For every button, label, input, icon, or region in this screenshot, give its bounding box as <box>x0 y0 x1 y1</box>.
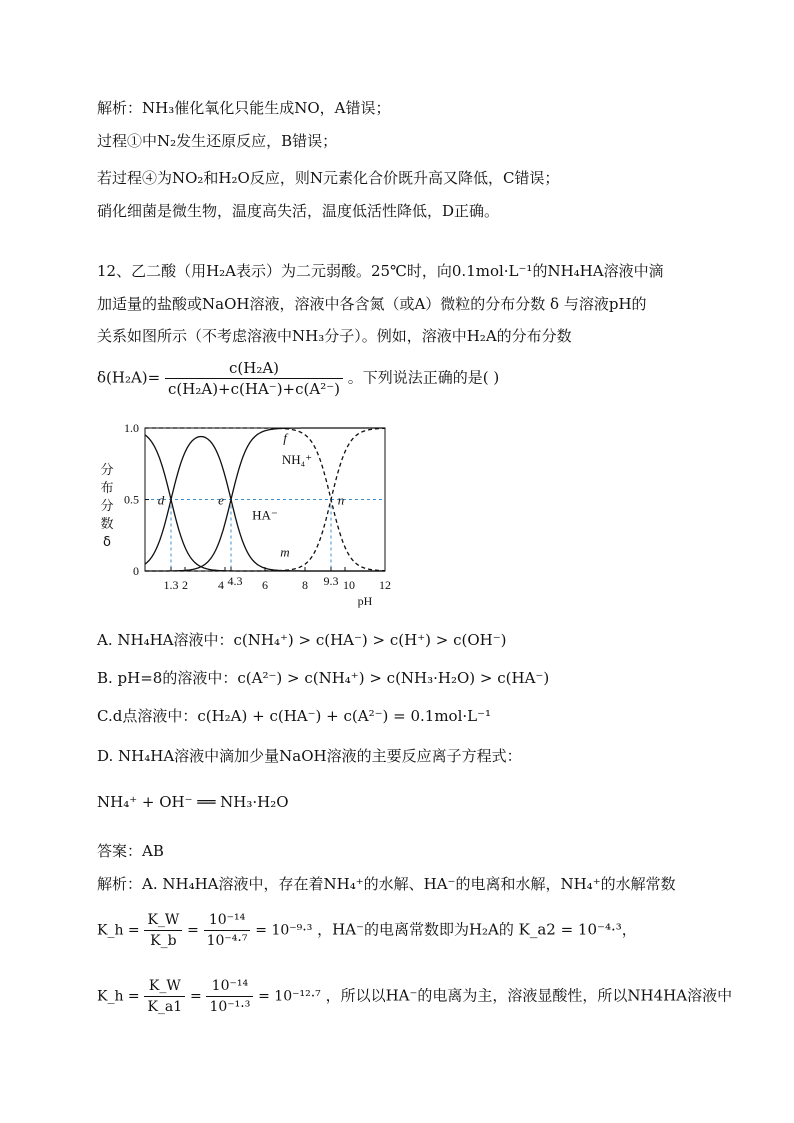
x-tick-label: 4 <box>218 578 224 592</box>
eq1-frac2 <box>204 910 251 951</box>
analysis-line-3: 若过程④为NO₂和H₂O反应，则N元素化合价既升高又降低，C错误； <box>97 169 560 187</box>
annotation-label: m <box>280 544 290 560</box>
option-d-equation: NH₄⁺ + OH⁻ ══ NH₃·H₂O <box>97 793 289 811</box>
question-line-1: 12、乙二酸（用H₂A表示）为二元弱酸。25℃时，向0.1mol·L⁻¹的NH₄HA溶液中滴 <box>97 262 664 280</box>
x-tick-label: 10 <box>343 578 355 592</box>
eq1-frac1-den: K_b <box>150 933 177 949</box>
y-tick-label: 1.0 <box>124 421 139 435</box>
eq1-frac2-num: 10⁻¹⁴ <box>204 910 251 931</box>
eq1-frac2-den: 10⁻⁴·⁷ <box>206 933 248 949</box>
option-a: A. NH₄HA溶液中：c(NH₄⁺) > c(HA⁻) > c(H⁺) > c(OH⁻) <box>97 631 507 649</box>
analysis-line-2: 过程①中N₂发生还原反应，B错误； <box>97 132 338 150</box>
annotation-label: d <box>157 492 165 508</box>
eq1-equals: = <box>187 922 199 939</box>
y-axis-label-char: 布 <box>100 481 114 496</box>
option-b: B. pH=8的溶液中：c(A²⁻) > c(NH₄⁺) > c(NH₃·H₂O) > c(HA⁻) <box>97 669 550 687</box>
annotation-label: f <box>283 430 287 446</box>
x-tick-label: 6 <box>262 578 268 592</box>
formula-tail: 。下列说法正确的是( ) <box>347 368 500 387</box>
distribution-chart <box>97 420 397 615</box>
annotation-label: HA⁻ <box>252 507 278 523</box>
x-tick-label: 12 <box>379 578 391 592</box>
y-tick-label: 0 <box>133 564 139 578</box>
x-axis-label: pH <box>357 594 373 608</box>
eq1-tail: ，HA⁻的电离常数即为H₂A的 K_a2 = 10⁻⁴·³， <box>317 920 637 939</box>
distribution-formula <box>97 358 499 399</box>
x-tick-label: 1.3 <box>163 578 179 592</box>
formula-lhs: δ(H₂A)= <box>97 368 161 387</box>
eq2-frac2 <box>206 976 253 1017</box>
y-axis-label-char: 分 <box>100 463 114 478</box>
eq2-frac1 <box>144 976 185 1017</box>
x-tick-label: 2 <box>182 578 188 592</box>
formula-numerator: c(H₂A) <box>165 358 343 379</box>
eq2-rhs: = 10⁻¹²·⁷ <box>258 988 321 1005</box>
formula-fraction <box>165 358 343 399</box>
x-tick-label: 4.3 <box>227 574 243 588</box>
eq2-equals: = <box>189 988 202 1005</box>
answer: 答案：AB <box>97 842 164 860</box>
curve-ha <box>145 437 385 572</box>
eq2-frac2-num: 10⁻¹⁴ <box>206 976 253 997</box>
formula-denominator: c(H₂A)+c(HA⁻)+c(A²⁻) <box>168 380 340 398</box>
y-tick-label: 0.5 <box>124 492 139 507</box>
annotation-label: n <box>337 492 345 508</box>
x-tick-label: 8 <box>302 578 308 592</box>
question-line-3: 关系如图所示（不考虑溶液中NH₃分子）。例如，溶液中H₂A的分布分数 <box>97 327 572 345</box>
eq2-tail: ，所以以HA⁻的电离为主，溶液显酸性，所以NH4HA溶液中 <box>325 986 733 1005</box>
eq2-frac2-den: 10⁻¹·³ <box>209 999 251 1015</box>
eq2-frac1-den: K_a1 <box>147 999 183 1015</box>
question-line-2: 加适量的盐酸或NaOH溶液，溶液中各含氮（或A）微粒的分布分数 δ 与溶液pH的 <box>97 295 647 313</box>
y-axis-label-char: 数 <box>100 517 114 532</box>
option-c: C.d点溶液中：c(H₂A) + c(HA⁻) + c(A²⁻) = 0.1mol·L⁻¹ <box>97 707 492 725</box>
x-tick-label: 9.3 <box>323 574 339 588</box>
kh-equation-1 <box>97 910 637 951</box>
eq2-frac1-num: K_W <box>144 976 185 997</box>
eq1-rhs: = 10⁻⁹·³ <box>255 922 313 939</box>
annotation-label: e <box>218 492 224 508</box>
y-axis-label-char: δ <box>103 535 111 550</box>
eq1-lhs: K_h = <box>97 922 140 939</box>
analysis-line-4: 硝化细菌是微生物，温度高失活，温度低活性降低，D正确。 <box>97 202 500 220</box>
analysis-line-1: 解析：NH₃催化氧化只能生成NO，A错误； <box>97 99 391 117</box>
curve-h2a <box>145 435 385 571</box>
eq1-frac1-num: K_W <box>144 910 182 931</box>
option-d: D. NH₄HA溶液中滴加少量NaOH溶液的主要反应离子方程式： <box>97 747 522 765</box>
y-axis-label-char: 分 <box>100 499 114 514</box>
eq1-frac1 <box>144 910 182 951</box>
eq2-lhs: K_h = <box>97 988 140 1005</box>
kh-equation-2 <box>97 976 732 1017</box>
annotation-label: NH₄⁺ <box>281 451 313 467</box>
analysis2-line-1: 解析：A. NH₄HA溶液中，存在着NH₄⁺的水解、HA⁻的电离和水解，NH₄⁺的水解常数 <box>97 875 676 893</box>
